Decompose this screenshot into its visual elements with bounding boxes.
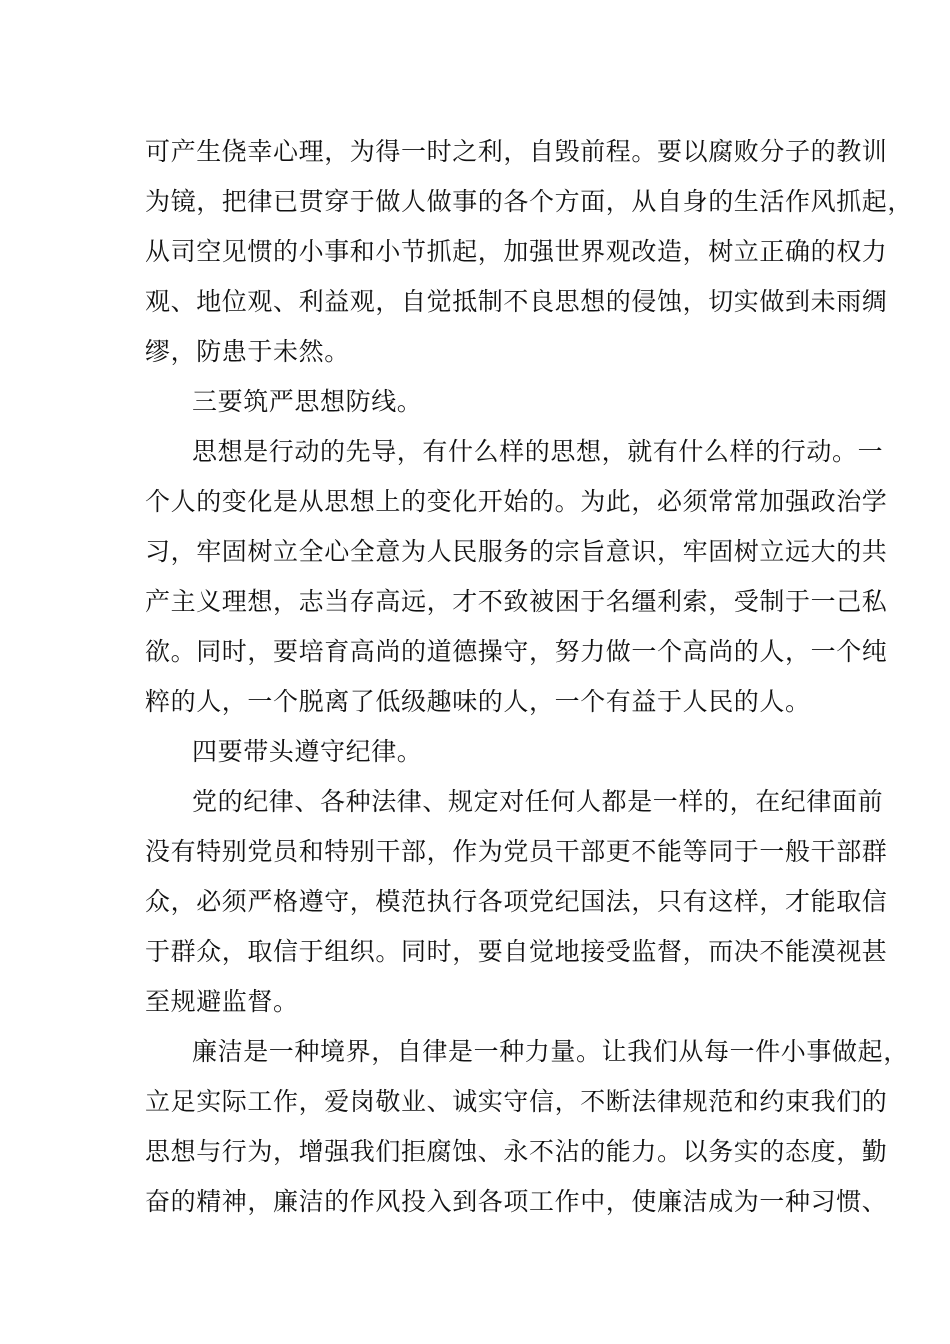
paragraph-line: 可产生侥幸心理，为得一时之利，自毁前程。要以腐败分子的教训: [145, 137, 888, 166]
paragraph-line: 没有特别党员和特别干部，作为党员干部更不能等同于一般干部群: [145, 837, 888, 866]
section-heading: 三要筑严思想防线。: [192, 387, 423, 416]
paragraph-line: 为镜，把律已贯穿于做人做事的各个方面，从自身的生活作风抓起，: [145, 187, 914, 216]
paragraph-line: 立足实际工作，爱岗敬业、诚实守信，不断法律规范和约束我们的: [145, 1087, 888, 1116]
paragraph-line: 粹的人，一个脱离了低级趣味的人，一个有益于人民的人。: [145, 687, 811, 716]
paragraph-line: 产主义理想，志当存高远，才不致被困于名缰利索，受制于一己私: [145, 587, 888, 616]
paragraph-line: 至规避监督。: [145, 987, 299, 1016]
paragraph-line: 个人的变化是从思想上的变化开始的。为此，必须常常加强政治学: [145, 487, 888, 516]
paragraph-line: 奋的精神，廉洁的作风投入到各项工作中，使廉洁成为一种习惯、: [145, 1187, 888, 1216]
paragraph-line: 从司空见惯的小事和小节抓起，加强世界观改造，树立正确的权力: [145, 237, 888, 266]
paragraph-line: 欲。同时，要培育高尚的道德操守，努力做一个高尚的人，一个纯: [145, 637, 888, 666]
paragraph-line: 众，必须严格遵守，模范执行各项党纪国法，只有这样，才能取信: [145, 887, 888, 916]
paragraph-line: 廉洁是一种境界，自律是一种力量。让我们从每一件小事做起，: [192, 1037, 909, 1066]
paragraph-line: 思想与行为，增强我们拒腐蚀、永不沾的能力。以务实的态度，勤: [145, 1137, 888, 1166]
paragraph-line: 习，牢固树立全心全意为人民服务的宗旨意识，牢固树立远大的共: [145, 537, 888, 566]
paragraph-line: 缪，防患于未然。: [145, 337, 350, 366]
paragraph-line: 党的纪律、各种法律、规定对任何人都是一样的，在纪律面前: [192, 787, 884, 816]
paragraph-line: 于群众，取信于组织。同时，要自觉地接受监督，而决不能漠视甚: [145, 937, 888, 966]
section-heading: 四要带头遵守纪律。: [192, 737, 423, 766]
paragraph-line: 观、地位观、利益观，自觉抵制不良思想的侵蚀，切实做到未雨绸: [145, 287, 888, 316]
paragraph-line: 思想是行动的先导，有什么样的思想，就有什么样的行动。一: [192, 437, 884, 466]
